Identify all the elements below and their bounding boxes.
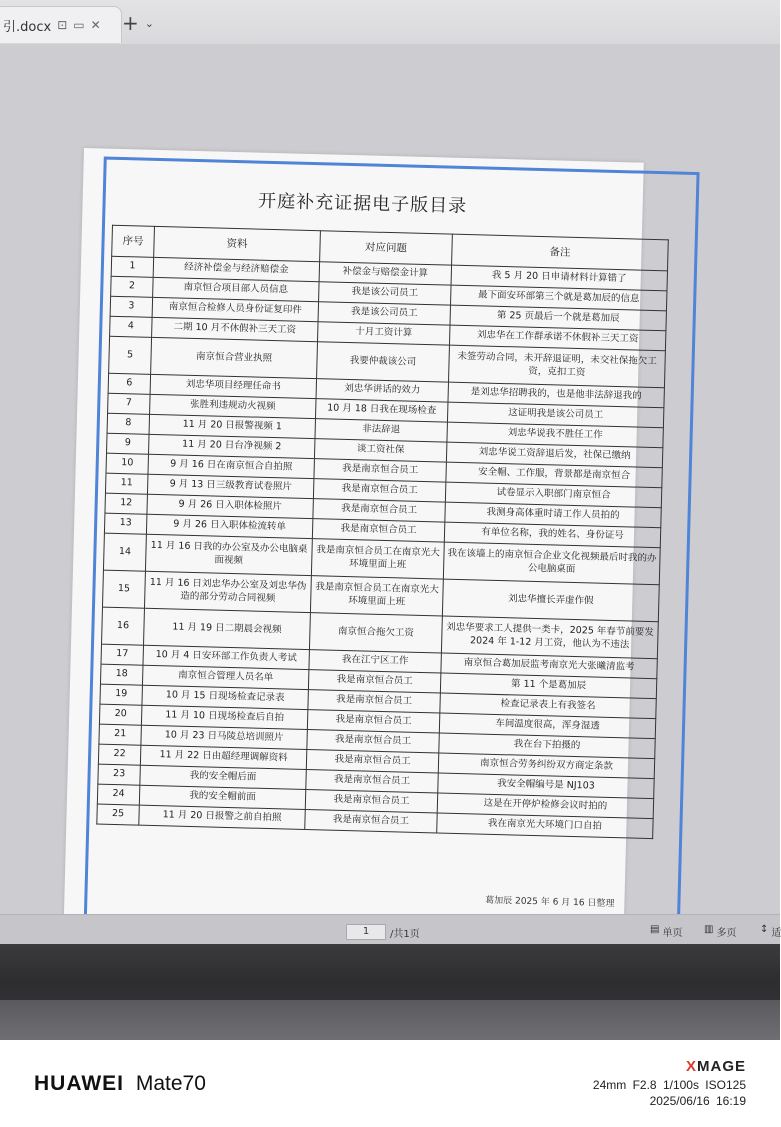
cell-remark: 第 25 页最后一个就是葛加辰 xyxy=(450,305,666,331)
header-issue: 对应问题 xyxy=(320,231,453,265)
cell-issue: 我是南京恒合员工在南京光大环境里面上班 xyxy=(310,576,443,616)
xmage-logo xyxy=(686,1058,746,1075)
tab-title: 引.docx xyxy=(3,19,52,35)
cell-remark: 试卷显示入职部门南京恒合 xyxy=(445,482,661,508)
cell-material: 11 月 19 日二期晨会视频 xyxy=(144,608,311,649)
cell-material: 我的安全帽前面 xyxy=(139,785,305,809)
cell-material: 南京恒合检修人员身份证复印件 xyxy=(152,297,318,321)
cell-issue: 我是南京恒合员工 xyxy=(305,810,437,833)
cell-issue: 我是南京恒合员工 xyxy=(308,670,440,693)
cell-material: 张胜利违规动火视频 xyxy=(150,394,316,418)
cell-issue: 10 月 18 日我在现场检查 xyxy=(315,399,447,422)
fit-page-button[interactable] xyxy=(760,924,781,939)
cell-material: 11 月 20 日台净视频 2 xyxy=(149,434,315,458)
browser-tab-bar xyxy=(0,0,780,45)
cell-issue: 我是南京恒合员工 xyxy=(308,690,440,713)
cell-issue: 刘忠华讲话的效力 xyxy=(316,379,448,402)
header-remark: 备注 xyxy=(452,234,669,271)
cell-issue: 十月工资计算 xyxy=(318,322,450,345)
cell-material: 南京恒合项目部人员信息 xyxy=(153,277,319,301)
tab-document[interactable] xyxy=(0,6,122,43)
status-bar xyxy=(0,914,780,945)
document-viewer[interactable] xyxy=(0,44,780,914)
cell-issue: 补偿金与赔偿金计算 xyxy=(319,262,451,285)
cell-issue: 我是南京恒合员工 xyxy=(307,710,439,733)
cell-remark: 我在该墙上的南京恒合企业文化视频最后时我的办公电脑桌面 xyxy=(443,542,660,585)
cell-material: 11 月 20 日报警视频 1 xyxy=(149,414,315,438)
cell-issue: 我是南京恒合员工 xyxy=(306,750,438,773)
cell-issue: 我是该公司员工 xyxy=(319,282,451,305)
cell-issue: 我是南京恒合员工 xyxy=(306,770,438,793)
cell-remark: 南京恒合葛加辰监考南京光大张曦清监考 xyxy=(441,653,657,679)
evidence-table xyxy=(96,225,669,839)
cell-remark: 车间温度很高，浑身湿透 xyxy=(439,713,655,739)
cell-issue: 非法辞退 xyxy=(315,419,447,442)
cell-index: 20 xyxy=(99,704,142,725)
cell-material: 10 月 15 日现场检查记录表 xyxy=(142,685,308,709)
cell-index: 25 xyxy=(97,804,140,825)
cell-index: 4 xyxy=(110,316,153,337)
cell-material: 刘忠华项目经理任命书 xyxy=(150,374,316,398)
brand-model: Mate70 xyxy=(135,1072,206,1095)
cell-index: 21 xyxy=(99,724,142,745)
fit-page-label: 适 xyxy=(771,928,781,939)
cell-material: 11 月 10 日现场检查后自拍 xyxy=(141,705,307,729)
cell-issue: 我是南京恒合员工 xyxy=(314,459,446,482)
cell-remark: 这证明我是该公司员工 xyxy=(447,402,663,428)
cell-index: 13 xyxy=(104,513,147,534)
chevron-down-icon[interactable]: ⌄ xyxy=(144,16,154,30)
cell-remark: 我测身高体重时请工作人员拍的 xyxy=(445,502,661,528)
cell-material: 南京恒合管理人员名单 xyxy=(142,665,308,689)
cell-issue: 我是南京恒合员工 xyxy=(313,499,445,522)
cell-material: 11 月 16 日我的办公室及办公电脑桌面视频 xyxy=(145,534,312,575)
cell-material: 10 月 4 日安环部工作负责人考试 xyxy=(143,645,309,669)
cell-issue: 谈工资社保 xyxy=(314,439,446,462)
multi-page-icon: ▥ xyxy=(704,924,714,935)
cell-remark: 我安全帽编号是 NJ103 xyxy=(438,773,654,799)
cell-index: 24 xyxy=(97,784,140,805)
cell-remark: 刘忠华在工作群承诺不休假补三天工资 xyxy=(449,325,665,351)
cell-index: 15 xyxy=(102,570,145,608)
cell-issue: 我是南京恒合员工 xyxy=(312,519,444,542)
cell-remark: 刘忠华要求工人提供一类卡，2025 年春节前要发 2024 年 1-12 月工资，他认为不违法 xyxy=(441,616,658,659)
cell-remark: 刘忠华说我不胜任工作 xyxy=(447,422,663,448)
cell-material: 二期 10 月不休假补三天工资 xyxy=(152,317,318,341)
cell-material: 9 月 13 日三级教育试卷照片 xyxy=(147,474,313,498)
cell-material: 11 月 16 日刘忠华办公室及刘忠华伪造的部分劳动合同视频 xyxy=(144,571,311,612)
cell-remark: 第 11 个是葛加辰 xyxy=(440,673,656,699)
cell-index: 6 xyxy=(108,373,151,394)
exif-info: 24mm F2.8 1/100s ISO125 xyxy=(592,1078,746,1092)
cell-remark: 最下面安环部第三个就是葛加辰的信息 xyxy=(451,285,667,311)
cell-index: 12 xyxy=(105,493,148,514)
cell-issue: 我在江宁区工作 xyxy=(309,650,441,673)
xmage-x: X xyxy=(685,1058,697,1075)
cell-index: 2 xyxy=(111,276,154,297)
cell-remark: 有单位名称，我的姓名、身份证号 xyxy=(444,522,660,548)
cell-index: 3 xyxy=(110,296,153,317)
page-total: /共1页 xyxy=(390,929,420,940)
cell-index: 5 xyxy=(109,336,152,374)
single-page-icon: ▤ xyxy=(650,924,660,935)
fit-page-icon: ↕ xyxy=(760,924,769,935)
cell-issue: 我是该公司员工 xyxy=(318,302,450,325)
cell-index: 1 xyxy=(111,256,154,277)
single-page-button[interactable] xyxy=(650,924,682,939)
footer-note: 葛加辰 2025 年 6 月 16 日整理 xyxy=(485,895,615,910)
cell-material: 11 月 22 日由超经理调解资料 xyxy=(140,745,306,769)
cell-material: 9 月 26 日入职体检照片 xyxy=(147,494,313,518)
pin-icon[interactable]: ⊡ xyxy=(57,18,68,32)
cell-remark: 安全帽、工作服，背景都是南京恒合 xyxy=(446,462,662,488)
cell-remark: 我 5 月 20 日申请材料计算错了 xyxy=(451,265,667,291)
cell-remark: 我在台下拍摄的 xyxy=(439,733,655,759)
cell-index: 16 xyxy=(102,607,145,645)
cell-remark: 未签劳动合同，未开辞退证明，未交社保拖欠工资，克扣工资 xyxy=(448,345,665,388)
cell-issue: 我是南京恒合员工 xyxy=(305,790,437,813)
camera-brand xyxy=(34,1072,206,1096)
cell-material: 11 月 20 日报警之前自拍照 xyxy=(139,805,305,829)
cell-remark: 南京恒合劳务纠纷双方商定条款 xyxy=(438,753,654,779)
cell-issue: 南京恒合拖欠工资 xyxy=(309,613,442,653)
page-number-input[interactable]: 1 xyxy=(346,924,386,940)
cell-issue: 我是南京恒合员工 xyxy=(313,479,445,502)
multi-page-label: 多页 xyxy=(716,928,737,939)
close-icon[interactable]: ✕ xyxy=(90,18,101,32)
cell-remark: 我在南京光大环境门口自拍 xyxy=(437,813,653,839)
cell-index: 9 xyxy=(107,433,150,454)
document-page xyxy=(63,148,657,962)
cell-remark: 刘忠华擅长弄虚作假 xyxy=(442,579,659,622)
cell-remark: 检查记录表上有我签名 xyxy=(440,693,656,719)
header-index: 序号 xyxy=(112,225,155,257)
brand-name: HUAWEI xyxy=(34,1072,124,1095)
cell-index: 19 xyxy=(100,684,143,705)
single-page-label: 单页 xyxy=(662,928,683,939)
multi-page-button[interactable] xyxy=(704,924,736,939)
cell-remark: 刘忠华说工资辞退后发，社保已缴纳 xyxy=(446,442,662,468)
cell-index: 7 xyxy=(108,393,151,414)
document-title: 开庭补充证据电子版目录 xyxy=(257,190,468,218)
header-material: 资料 xyxy=(154,226,321,261)
cell-remark: 这是在开停炉检修会议时拍的 xyxy=(437,793,653,819)
cell-index: 8 xyxy=(107,413,150,434)
cell-index: 17 xyxy=(101,644,144,665)
cell-material: 我的安全帽后面 xyxy=(140,765,306,789)
cell-index: 10 xyxy=(106,453,149,474)
cell-material: 经济补偿金与经济赔偿金 xyxy=(153,257,319,281)
monitor-icon[interactable]: ▭ xyxy=(73,18,85,32)
cell-index: 18 xyxy=(100,664,143,685)
cell-issue: 我要仲裁该公司 xyxy=(317,342,450,382)
cell-index: 22 xyxy=(98,744,141,765)
cell-issue: 我是南京恒合员工在南京光大环境里面上班 xyxy=(311,539,444,579)
cell-material: 9 月 16 日在南京恒合自拍照 xyxy=(148,454,314,478)
plus-icon[interactable]: + xyxy=(122,11,139,35)
camera-watermark xyxy=(0,1040,780,1127)
cell-material: 9 月 26 日入职体检流转单 xyxy=(146,514,312,538)
cell-material: 10 月 23 日马陵总培训照片 xyxy=(141,725,307,749)
desk-surface xyxy=(0,1000,780,1040)
table-body xyxy=(97,256,668,838)
cell-remark: 是刘忠华招聘我的，也是他非法辞退我的 xyxy=(448,382,664,408)
new-tab-button[interactable] xyxy=(122,10,154,36)
cell-issue: 我是南京恒合员工 xyxy=(307,730,439,753)
cell-index: 23 xyxy=(98,764,141,785)
cell-material: 南京恒合营业执照 xyxy=(151,337,318,378)
capture-datetime: 2025/06/16 16:19 xyxy=(649,1094,746,1108)
xmage-rest: MAGE xyxy=(697,1058,746,1075)
cell-index: 11 xyxy=(105,473,148,494)
cell-index: 14 xyxy=(103,533,146,571)
